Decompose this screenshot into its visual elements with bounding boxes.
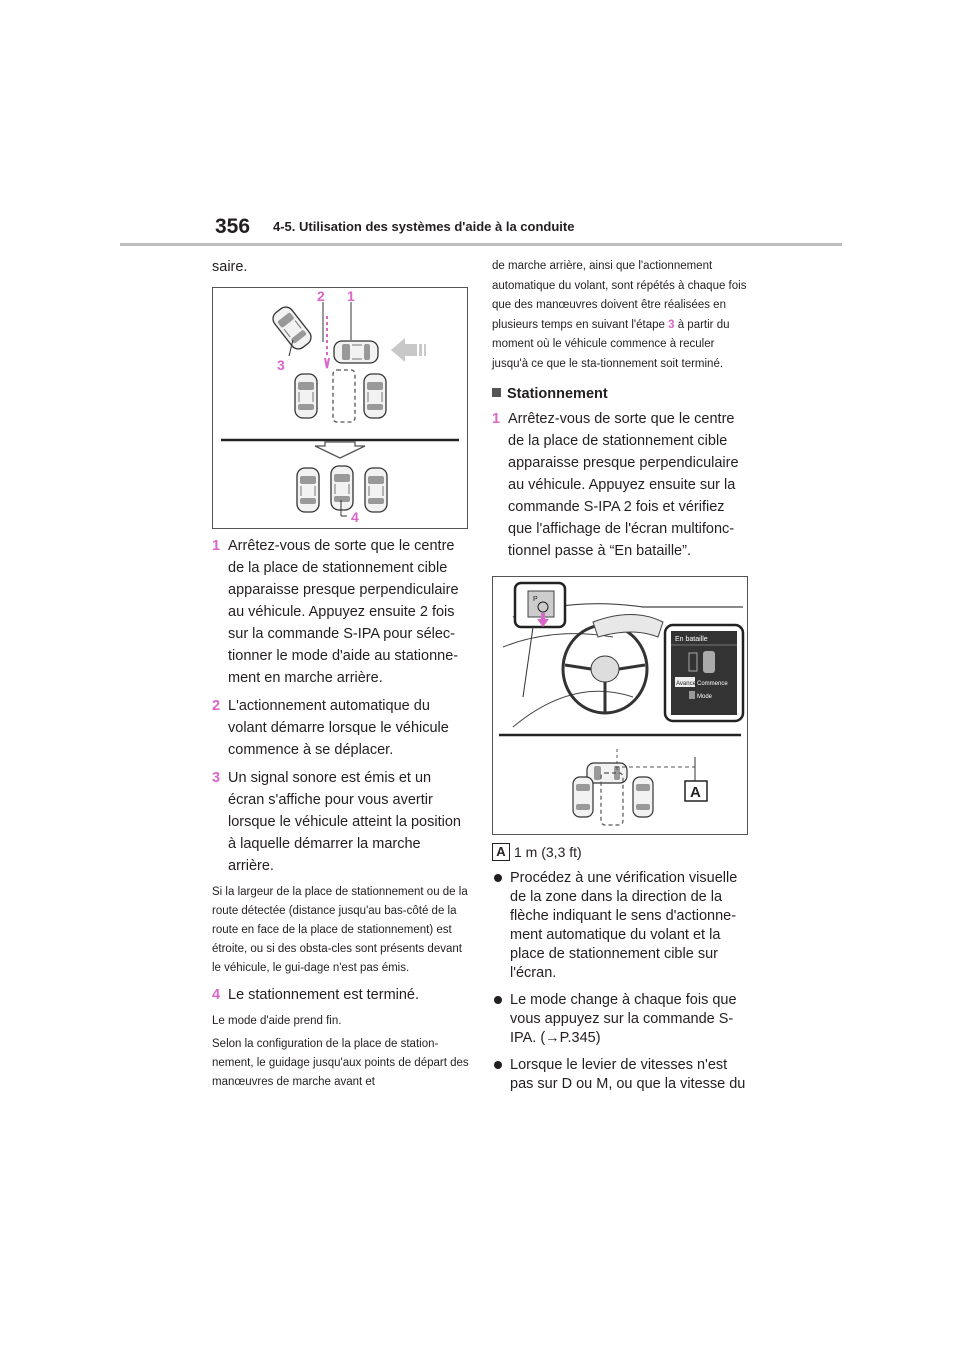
step-number: 1	[492, 411, 501, 427]
section-heading-parking	[492, 386, 750, 402]
bullet-dot-icon	[494, 1061, 502, 1069]
step-4	[212, 984, 470, 1006]
bullet-item	[492, 1056, 750, 1094]
intro-text: saire.	[212, 259, 248, 275]
figure-label-3: 3	[277, 357, 285, 373]
step-text: Un signal sonore est émis et un écran s'affiche pour vous avertir lorsque le véhicule atteint la position à laquelle démarrer la marche arrière.	[228, 770, 461, 874]
screen-advance-button: Avancer	[676, 681, 698, 687]
callout-a: A	[690, 784, 701, 801]
step-number: 1	[212, 538, 221, 554]
screen-mode-text: Mode	[697, 694, 713, 700]
bullet-text: Lorsque le levier de vitesses n'est pas sur D ou M, ou que la vitesse du	[510, 1057, 746, 1092]
figure-label-2: 2	[317, 288, 325, 304]
caption-key: A	[492, 843, 510, 861]
page-number: 356	[215, 215, 251, 238]
dashboard-figure	[492, 576, 748, 835]
bullet-item	[492, 869, 750, 983]
target-car	[334, 341, 378, 363]
note-mode-ends: Le mode d'aide prend fin.	[212, 1015, 342, 1027]
right-column	[492, 257, 750, 1094]
screen-title: En bataille	[675, 636, 708, 643]
bullet-dot-icon	[494, 996, 502, 1004]
continued-step-ref: 3	[668, 318, 675, 331]
chapter-title: 4-5. Utilisation des systèmes d'aide à la conduite	[273, 219, 575, 234]
bullet-text: Le mode change à chaque fois que vous appuyez sur la commande S-IPA. (→P.345)	[510, 992, 737, 1046]
multifunction-display-callout	[665, 625, 743, 721]
step-number: 3	[212, 770, 221, 786]
note-narrow-space: Si la largeur de la place de stationnement ou de la route détectée (distance jusqu'au bas-côté de la route en face de la place de stationnement) est étroite, ou si des obsta-cles sont présents devant le véhicule, le gui-dage n'est pas émis.	[212, 886, 468, 974]
screen-start-text: Commence	[697, 681, 728, 687]
left-column	[212, 257, 470, 1092]
step-1	[212, 535, 470, 689]
figure-label-4: 4	[351, 509, 359, 525]
bullet-dot-icon	[494, 874, 502, 882]
dashboard-illustration	[493, 577, 747, 834]
parking-diagram-figure	[212, 287, 468, 529]
step-text: Arrêtez-vous de sorte que le centre de la place de stationnement cible apparaisse presque perpendiculaire au véhicule. Appuyez ensuite 2 fois sur la commande S-IPA pour sélec-tionner le mode d'aide au stationne-ment en marche arrière.	[228, 538, 459, 686]
caption-text: 1 m (3,3 ft)	[514, 844, 582, 860]
parking-diagram	[213, 288, 467, 528]
steering-wheel-icon	[563, 625, 647, 713]
figure-label-1: 1	[347, 288, 355, 304]
bullet-item	[492, 991, 750, 1048]
section-heading-text: Stationnement	[507, 386, 608, 402]
step-2	[212, 695, 470, 761]
continued-text-a: de marche arrière, ainsi que l'actionnement automatique du volant, sont répétés à chaque fois que des manœuvres doivent être réalisées en plusieurs temps en suivant l'étape	[492, 260, 747, 331]
bullet-text: Procédez à une vérification visuelle de la zone dans la direction de la flèche indiquant le sens d'actionne-ment automatique du volant et la place de stationnement cible sur l'écran.	[510, 870, 738, 981]
continued-text-b: à partir du moment où le véhicule commence à reculer jusqu'à ce que le sta-tionnement soit terminé.	[492, 318, 730, 370]
step-text: Arrêtez-vous de sorte que le centre de la place de stationnement cible apparaisse presque perpendiculaire au véhicule. Appuyez ensuite sur la commande S-IPA 2 fois et vérifiez que l'affichage de l'écran multifonc-tionnel passe à “En bataille”.	[508, 411, 739, 559]
right-step-1	[492, 408, 750, 562]
direction-arrow	[391, 338, 426, 362]
step-text: Le stationnement est terminé.	[228, 987, 420, 1003]
step-number: 2	[212, 698, 221, 714]
step-text: L'actionnement automatique du volant démarre lorsque le véhicule commence à se déplacer.	[228, 698, 449, 758]
note-configuration: Selon la configuration de la place de station-nement, le guidage jusqu'aux points de départ des manœuvres de marche avant et	[212, 1038, 469, 1088]
switch-label: P	[533, 596, 538, 603]
square-bullet-icon	[492, 388, 501, 397]
continued-note	[492, 257, 750, 374]
header-rule	[120, 243, 842, 246]
figure-caption	[492, 843, 750, 861]
step-3	[212, 767, 470, 877]
step-number: 4	[212, 987, 221, 1003]
